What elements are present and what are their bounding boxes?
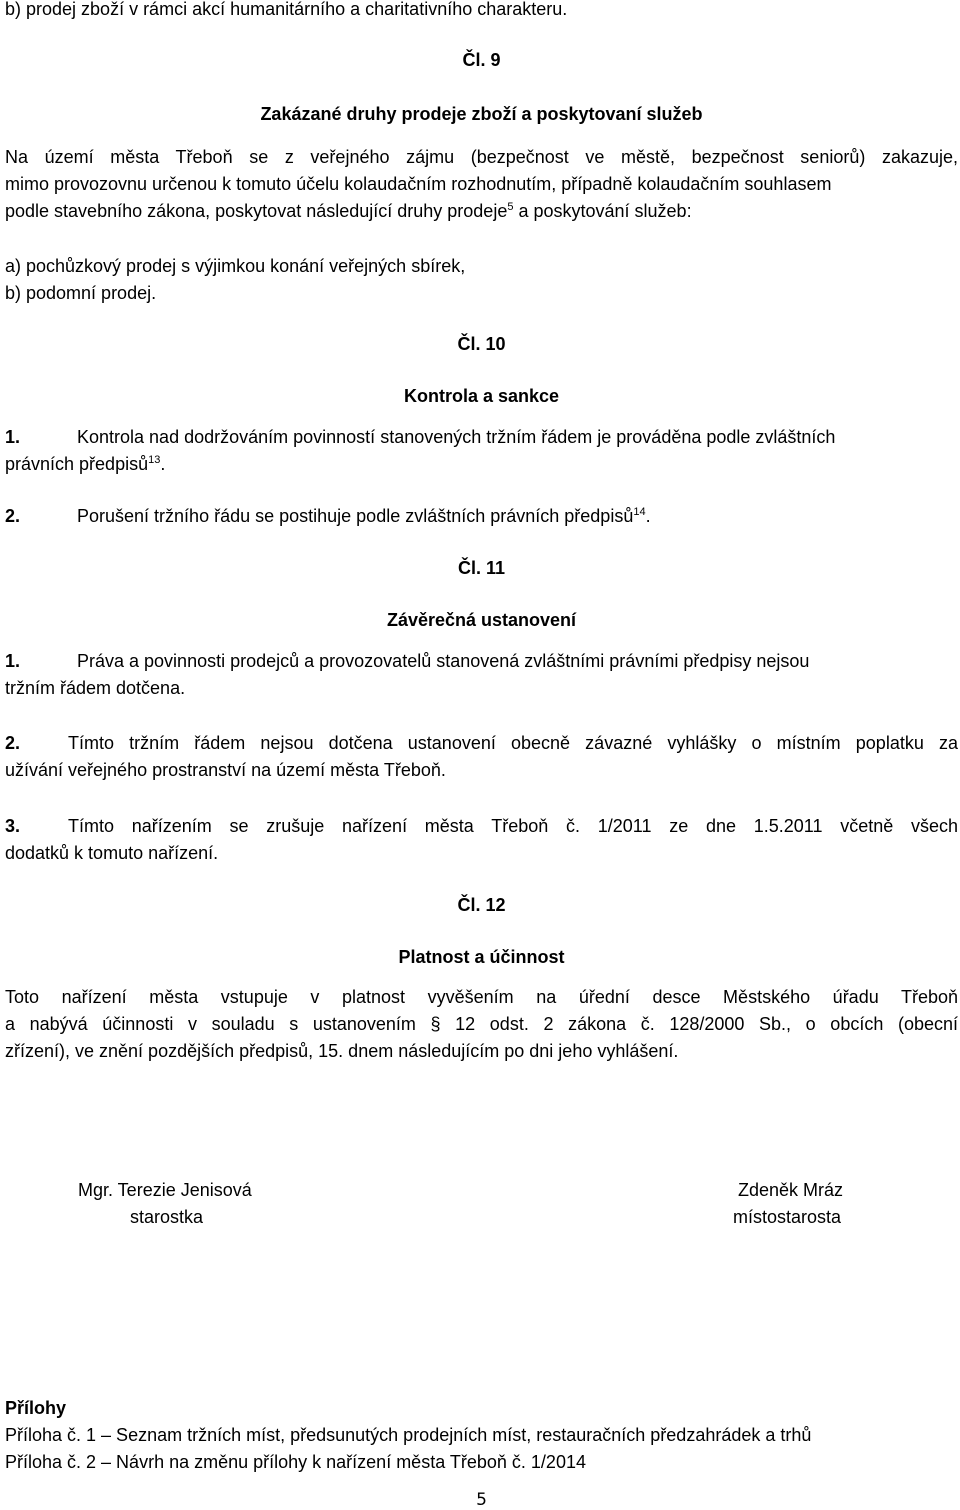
signature-right-role: místostarosta	[733, 1207, 842, 1227]
article-12-number: Čl. 12	[457, 895, 506, 915]
article-9-paragraph-line-3	[5, 200, 692, 222]
paragraph-number: 2.	[5, 733, 21, 753]
paragraph-text: Práva a povinnosti prodejců a provozovatelů stanovená zvláštními právními předpisy nejsou	[77, 651, 810, 671]
article-12-line-3: zřízení), ve znění pozdějších předpisů, 15. dnem následujícím po dni jeho vyhlášení.	[5, 1041, 679, 1061]
footnote-ref-14: 14	[633, 506, 646, 518]
article-10-paragraph-1-line-2	[5, 453, 165, 475]
paragraph-text: Tímto tržním řádem nejsou dotčena ustanovení obecně závazné vyhlášky o místním poplatku za	[68, 733, 958, 753]
page-number: 5	[476, 1490, 487, 1510]
paragraph-number: 1.	[5, 427, 21, 447]
paragraph-number: 2.	[5, 506, 21, 526]
article-9-line-3-text: podle stavebního zákona, poskytovat následující druhy prodeje	[5, 201, 508, 221]
paragraph-text: Kontrola nad dodržováním povinností stanovených tržním řádem je prováděna podle zvláštních	[77, 427, 836, 447]
article-9-title: Zakázané druhy prodeje zboží a poskytovaní služeb	[260, 104, 703, 124]
paragraph-text: Porušení tržního řádu se postihuje podle zvláštních právních předpisů	[77, 506, 634, 526]
article-12-line-1: Toto nařízení města vstupuje v platnost vyvěšením na úřední desce Městského úřadu Třeboň	[5, 987, 958, 1007]
article-10-paragraph-1	[5, 426, 835, 448]
article-11-title: Závěrečná ustanovení	[386, 610, 577, 630]
article-11-paragraph-3-line-2: dodatků k tomuto nařízení.	[5, 843, 219, 863]
list-item-a: a) pochůzkový prodej s výjimkou konání veřejných sbírek,	[5, 256, 466, 276]
paragraph-text-end: .	[645, 506, 651, 526]
article-9-number: Čl. 9	[462, 50, 501, 70]
footnote-ref-13: 13	[148, 454, 161, 466]
attachment-item-1: Příloha č. 1 – Seznam tržních míst, předsunutých prodejních míst, restauračních předzahrádek a trhů	[5, 1425, 812, 1445]
article-10-title: Kontrola a sankce	[403, 386, 560, 406]
signature-left-name: Mgr. Terezie Jenisová	[78, 1180, 252, 1200]
signature-right-name: Zdeněk Mráz	[738, 1180, 844, 1200]
paragraph-number: 1.	[5, 651, 21, 671]
article-12-title: Platnost a účinnost	[398, 947, 565, 967]
article-11-paragraph-2-line-2: užívání veřejného prostranství na území města Třeboň.	[5, 760, 446, 780]
article-11-paragraph-1	[5, 650, 809, 672]
list-item-b-top: b) prodej zboží v rámci akcí humanitárního a charitativního charakteru.	[5, 0, 568, 19]
article-9-paragraph-line-1: Na území města Třeboň se z veřejného zájmu (bezpečnost ve městě, bezpečnost seniorů) zakazuje,	[5, 147, 958, 167]
article-9-line-3-end: a poskytování služeb:	[513, 201, 692, 221]
footnote-ref-5: 5	[507, 201, 514, 213]
article-9-paragraph-line-2: mimo provozovnu určenou k tomuto účelu kolaudačním rozhodnutím, případně kolaudačním souhlasem	[5, 174, 832, 194]
article-11-paragraph-1-line-2: tržním řádem dotčena.	[5, 678, 186, 698]
article-11-paragraph-2	[5, 732, 958, 754]
article-12-line-2: a nabývá účinnosti v souladu s ustanovením § 12 odst. 2 zákona č. 128/2000 Sb., o obcích (obecní	[5, 1014, 958, 1034]
paragraph-number: 3.	[5, 816, 21, 836]
paragraph-text-end: .	[160, 454, 166, 474]
article-11-number: Čl. 11	[457, 558, 506, 578]
attachment-item-2: Příloha č. 2 – Návrh na změnu přílohy k nařízení města Třeboň č. 1/2014	[5, 1452, 586, 1472]
attachments-heading: Přílohy	[5, 1398, 67, 1418]
paragraph-text: Tímto nařízením se zrušuje nařízení města Třeboň č. 1/2011 ze dne 1.5.2011 včetně všech	[68, 816, 958, 836]
article-10-number: Čl. 10	[457, 334, 506, 354]
article-11-paragraph-3	[5, 815, 958, 837]
paragraph-text: právních předpisů	[5, 454, 149, 474]
article-10-paragraph-2	[5, 505, 651, 527]
signature-left-role: starostka	[130, 1207, 204, 1227]
list-item-b: b) podomní prodej.	[5, 283, 157, 303]
